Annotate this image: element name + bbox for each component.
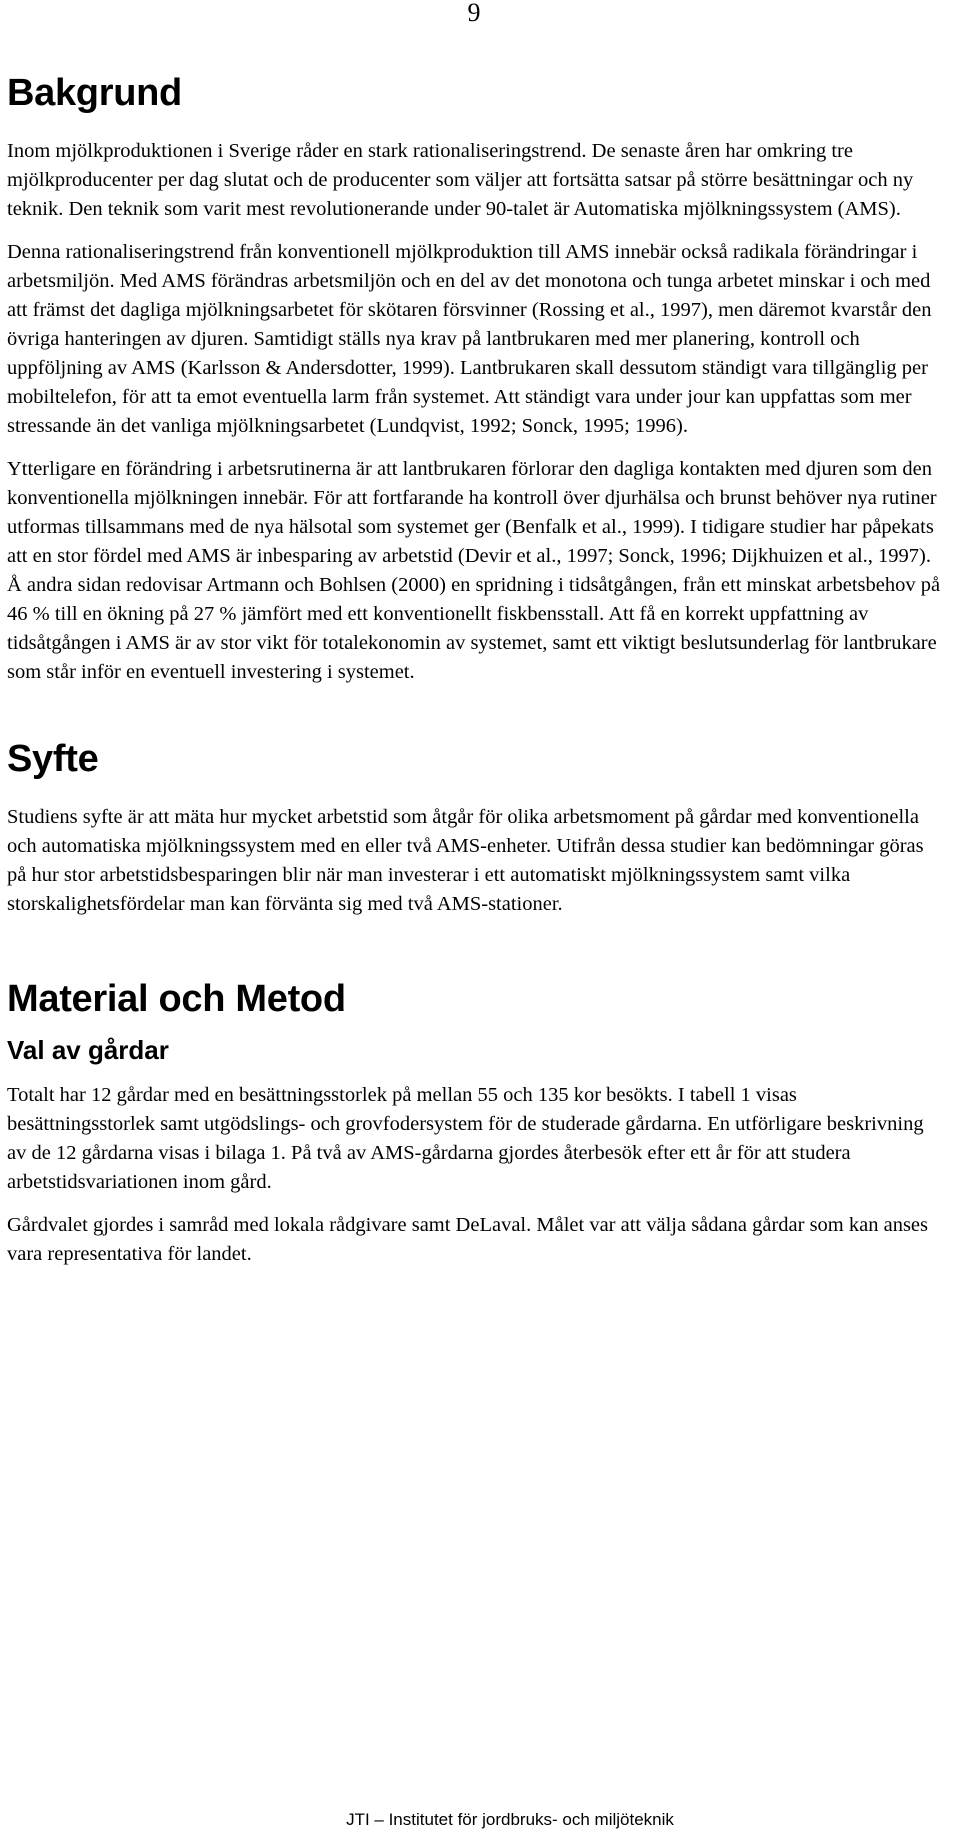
footer-text: JTI – Institutet för jordbruks- och miljöteknik xyxy=(346,1810,674,1829)
subheading-val-av-gardar: Val av gårdar xyxy=(7,1035,169,1065)
paragraph-bakgrund-3: Ytterligare en förändring i arbetsrutinerna är att lantbrukaren förlorar den dagliga kontakten med djuren som den konventionella mjölkningen innebär. För att fortfarande ha kontroll över djurhälsa och brunst behöver nya rutiner utformas tillsammans med de nya hälsotal som systemet ger (Benfalk et al., 1999). I tidigare studier har påpekats att en stor fördel med AMS är inbesparing av arbetstid (Devir et al., 1997; Sonck, 1996; Dijkhuizen et al., 1997). Å andra sidan redovisar Artmann och Bohlsen (2000) en spridning i tidsåtgången, från ett minskat arbetsbehov på 46 % till en ökning på 27 % jämfört med ett konventionellt fiskbensstall. Att få en korrekt uppfattning av tidsåtgången i AMS är av stor vikt för totalekonomin av systemet, samt ett viktigt beslutsunderlag för lantbrukare som står inför en eventuell investering i systemet. xyxy=(7,458,941,683)
paragraph-bakgrund-2: Denna rationaliseringstrend från konventionell mjölkproduktion till AMS innebär också radikala förändringar i arbetsmiljön. Med AMS förändras arbetsmiljön och en del av det monotona och tunga arbetet minskar i och med att främst det dagliga mjölkningsarbetet för skötaren försvinner (Rossing et al., 1997), men däremot kvarstår den övriga hanteringen av djuren. Samtidigt ställs nya krav på lantbrukaren med mer planering, kontroll och uppföljning av AMS (Karlsson & Andersdotter, 1999). Lantbrukaren skall dessutom ständigt vara tillgänglig per mobiltelefon, för att ta emot eventuella larm från systemet. Att ständigt vara under jour kan uppfattas som mer stressande än det vanliga mjölkningsarbetet (Lundqvist, 1992; Sonck, 1995; 1996). xyxy=(7,241,932,437)
heading-bakgrund: Bakgrund xyxy=(7,72,182,114)
paragraph-syfte-1: Studiens syfte är att mäta hur mycket arbetstid som åtgår för olika arbetsmoment på gårdar med konventionella och automatiska mjölkningssystem med en eller två AMS-enheter. Utifrån dessa studier kan bedömningar göras på hur stor arbetstidsbesparingen blir när man investerar i ett automatiskt mjölkningssystem samt vilka storskalighetsfördelar man kan förvänta sig med två AMS-stationer. xyxy=(7,806,924,915)
paragraph-metod-1: Totalt har 12 gårdar med en besättningsstorlek på mellan 55 och 135 kor besökts. I tabell 1 visas besättningsstorlek samt utgödslings- och grovfodersystem för de studerade gårdarna. En utförligare beskrivning av de 12 gårdarna visas i bilaga 1. På två av AMS-gårdarna gjordes återbesök efter ett år för att studera arbetstidsvariationen inom gård. xyxy=(7,1084,924,1193)
heading-material-och-metod: Material och Metod xyxy=(7,978,346,1020)
heading-syfte: Syfte xyxy=(7,738,99,780)
paragraph-metod-2: Gårdvalet gjordes i samråd med lokala rådgivare samt DeLaval. Målet var att välja sådana gårdar som kan anses vara representativa för landet. xyxy=(7,1214,928,1265)
paragraph-bakgrund-1: Inom mjölkproduktionen i Sverige råder en stark rationaliseringstrend. De senaste åren har omkring tre mjölkproducenter per dag slutat och de producenter som väljer att fortsätta satsar på större besättningar och ny teknik. Den teknik som varit mest revolutionerande under 90-talet är Automatiska mjölkningssystem (AMS). xyxy=(7,140,914,220)
page-footer xyxy=(0,1810,960,1830)
page-number: 9 xyxy=(467,0,481,27)
document-body xyxy=(7,70,942,1269)
